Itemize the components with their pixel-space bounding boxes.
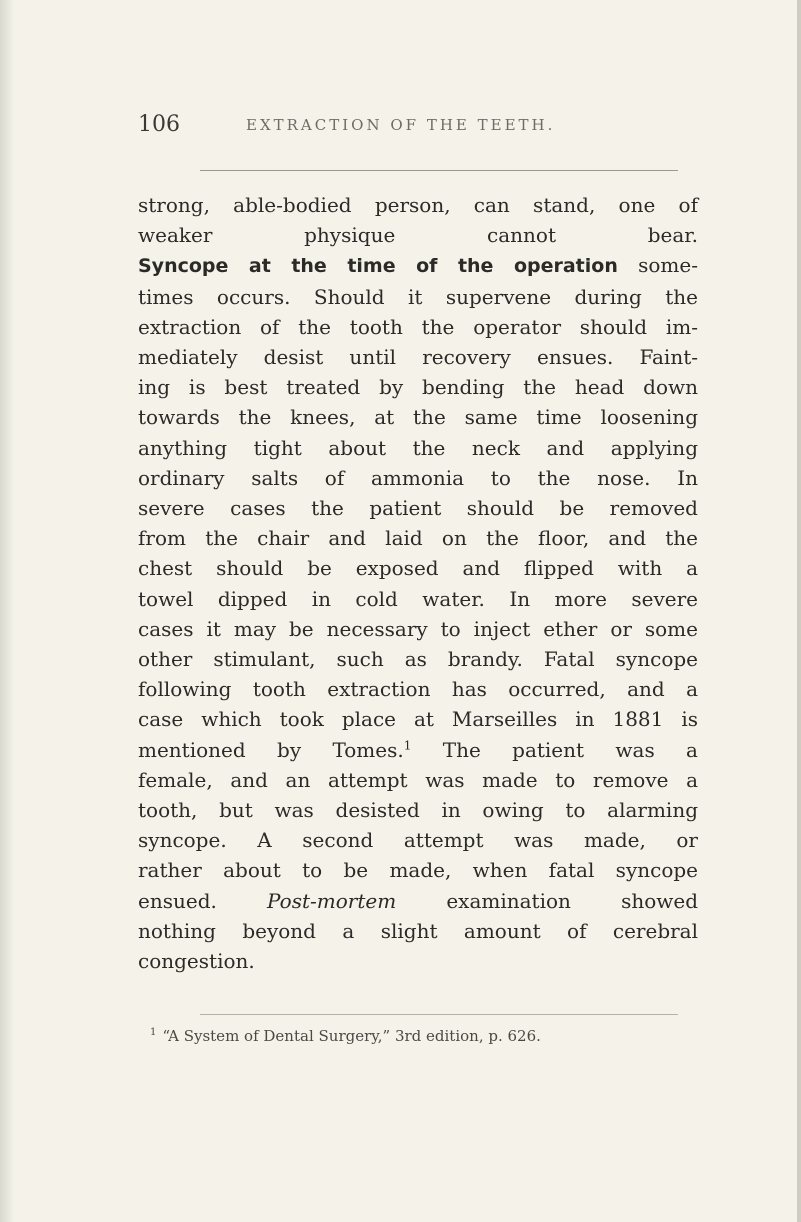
line-text: from the chair and laid on the floor, and the — [138, 526, 698, 551]
line-text: extraction of the tooth the operator should im- — [138, 314, 698, 339]
text-line — [138, 493, 698, 523]
page-header — [138, 112, 698, 142]
text-line — [138, 644, 698, 674]
text-line — [138, 433, 698, 463]
line-text: times occurs. Should it supervene during the — [138, 284, 698, 309]
line-text: anything tight about the neck and applying — [138, 435, 698, 460]
line-text: syncope. A second attempt was made, or — [138, 828, 698, 853]
line-text-continued: The patient was a — [411, 737, 698, 762]
text-line — [138, 614, 698, 644]
bold-run-in-heading: Syncope at the time of the operation — [138, 255, 618, 278]
running-head: EXTRACTION OF THE TEETH. — [246, 116, 556, 134]
line-text: nothing beyond a slight amount of cerebral — [138, 918, 698, 943]
text-line — [138, 190, 698, 220]
line-text: ordinary salts of ammonia to the nose. In — [138, 465, 698, 490]
header-rule — [200, 170, 678, 171]
line-text: ing is best treated by bending the head down — [138, 375, 698, 400]
text-line — [138, 312, 698, 342]
line-text: female, and an attempt was made to remove a — [138, 767, 698, 792]
line-text: tooth, but was desisted in owing to alarming — [138, 798, 698, 823]
text-line — [138, 463, 698, 493]
line-text: chest should be exposed and flipped with a — [138, 556, 698, 581]
text-line — [138, 402, 698, 432]
text-line — [138, 916, 698, 946]
text-line — [138, 372, 698, 402]
line-text: congestion. — [138, 949, 255, 974]
text-line — [138, 674, 698, 704]
line-text: cases it may be necessary to inject ether or some — [138, 616, 698, 641]
line-text: severe cases the patient should be removed — [138, 496, 698, 521]
footnote — [150, 1027, 690, 1045]
text-line — [138, 704, 698, 734]
text-line — [138, 946, 698, 976]
text-line — [138, 886, 698, 916]
text-line — [138, 523, 698, 553]
line-text: other stimulant, such as brandy. Fatal syncope — [138, 647, 698, 672]
text-line — [138, 553, 698, 583]
page-binding-edge — [0, 0, 14, 1222]
line-text: rather about to be made, when fatal syncope — [138, 858, 698, 883]
italic-term: Post-mortem — [267, 888, 397, 913]
text-line — [138, 250, 698, 281]
line-text: mentioned by Tomes. — [138, 737, 404, 762]
line-text: mediately desist until recovery ensues. Faint- — [138, 345, 698, 370]
line-text: towel dipped in cold water. In more severe — [138, 586, 698, 611]
text-line — [138, 795, 698, 825]
text-line — [138, 735, 698, 765]
line-text: towards the knees, at the same time loosening — [138, 405, 698, 430]
text-line — [138, 825, 698, 855]
line-text: some- — [617, 253, 698, 278]
footnote-text: “A System of Dental Surgery,” 3rd edition, p. 626. — [162, 1027, 541, 1045]
page-number: 106 — [138, 112, 180, 137]
footnote-reference: 1 — [403, 738, 412, 752]
line-text: case which took place at Marseilles in 1881 is — [138, 707, 698, 732]
line-text-continued: examination showed — [396, 888, 699, 913]
footnote-rule — [200, 1014, 678, 1015]
line-text: strong, able-bodied person, can stand, one of — [138, 193, 698, 217]
line-text: ensued. — [138, 888, 268, 913]
body-text — [138, 190, 698, 976]
text-line — [138, 584, 698, 614]
text-line — [138, 855, 698, 885]
text-line — [138, 765, 698, 795]
line-text: following tooth extraction has occurred, and a — [138, 677, 698, 702]
line-text: weaker physique cannot bear. — [138, 223, 698, 248]
text-line — [138, 220, 698, 250]
footnote-marker: 1 — [150, 1027, 157, 1038]
page-right-edge — [797, 0, 801, 1222]
text-line — [138, 342, 698, 372]
text-line — [138, 282, 698, 312]
